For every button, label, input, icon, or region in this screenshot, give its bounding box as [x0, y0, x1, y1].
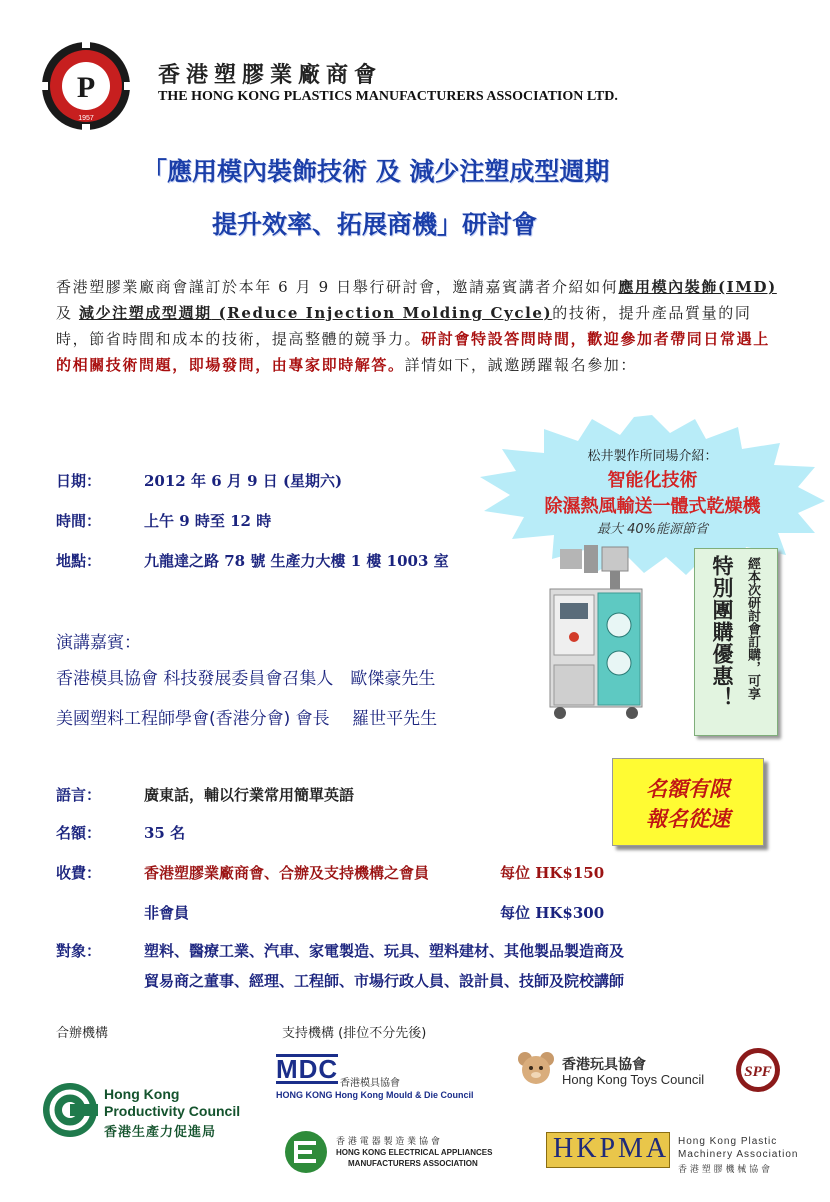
hkpma-name-en-2: Machinery Association — [678, 1149, 799, 1160]
quota-value: 35 名 — [144, 824, 186, 842]
time-label: 時間： — [56, 512, 102, 530]
fee-member-desc: 香港塑膠業廠商會、合辦及支持機構之會員 — [144, 864, 430, 882]
speakers-title: 演講嘉賓： — [56, 633, 141, 653]
hkpc-name-zh: 香港生產力促進局 — [104, 1124, 217, 1139]
limited-line1: 名額有限 — [646, 777, 730, 801]
promo-text — [500, 445, 805, 537]
promo-line1: 松井製作所同場介紹： — [587, 449, 718, 464]
cycle-term: 減少注塑成型週期 (Reduce Injection Molding Cycle) — [78, 304, 553, 322]
intro-paragraph — [56, 274, 778, 378]
hkpc-name-en-2: Productivity Council — [104, 1103, 241, 1119]
dryer-machine-image — [540, 545, 690, 725]
mdc-name-zh: 香港模具協會 — [340, 1078, 400, 1089]
fee-label: 收費： — [56, 864, 102, 882]
promo-line4: 最大 40%能源節省 — [596, 522, 709, 537]
intro-qa-highlight: 研討會特設答問時間，歡迎參加者帶同日常遇上的相關技術問題，即場發問，由專家即時解答。 — [56, 330, 770, 374]
org-name-zh: 香港塑膠業廠商會 — [158, 62, 383, 88]
mdc-logo-mark: MDC — [276, 1054, 339, 1084]
hkpc-name-en-1: Hong Kong — [104, 1086, 180, 1102]
speaker-1: 香港模具協會 科技發展委員會召集人 歐傑豪先生 — [56, 669, 436, 689]
venue-value: 九龍達之路 78 號 生產力大樓 1 樓 1003 室 — [144, 552, 449, 570]
spf-logo-text: SPF — [744, 1064, 772, 1080]
imd-term: 應用模內裝飾(IMD) — [618, 278, 777, 296]
target-line2: 貿易商之董事、經理、工程師、市場行政人員、設計員、技師及院校講師 — [144, 972, 625, 990]
hkpma-logo-text: HKPMA — [553, 1133, 670, 1164]
offer-condition: 經本次研討會訂購，可享 — [745, 557, 760, 700]
seminar-title-line1: 「應用模內裝飾技術 及 減少注塑成型週期 — [142, 157, 610, 186]
seminar-title-line2: 提升效率、拓展商機」研討會 — [212, 210, 538, 239]
org-name-en: THE HONG KONG PLASTICS MANUFACTURERS ASSOCIATION LTD. — [158, 89, 618, 104]
target-label: 對象： — [56, 942, 102, 960]
target-line1: 塑料、醫療工業、汽車、家電製造、玩具、塑料建材、其他製品製造商及 — [144, 942, 625, 960]
eama-logo-icon — [284, 1130, 328, 1174]
hkpma-name-zh: 香 港 塑 膠 機 械 協 會 — [678, 1165, 771, 1175]
date-value: 2012 年 6 月 9 日 (星期六) — [144, 472, 343, 490]
group-offer-box — [694, 548, 778, 736]
speaker-2: 美國塑料工程師學會(香港分會) 會長 羅世平先生 — [56, 709, 438, 729]
logo-letter: P — [76, 71, 96, 104]
fee-nonmember-price: 每位 HK$300 — [500, 904, 605, 922]
intro-text-1: 香港塑膠業廠商會謹訂於本年 6 月 9 日舉行研討會，邀請嘉賓講者介紹如何 — [56, 278, 619, 296]
date-label: 日期： — [56, 472, 102, 490]
fee-member-price: 每位 HK$150 — [500, 864, 605, 882]
eama-name-zh: 香 港 電 器 製 造 業 協 會 — [336, 1137, 440, 1147]
hkpc-logo-icon — [42, 1082, 98, 1138]
eama-name-en-1: HONG KONG ELECTRICAL APPLIANCES — [336, 1148, 493, 1157]
supporting-orgs-label: 支持機構 (排位不分先後) — [282, 1026, 427, 1041]
intro-text-2: 的技術，提升產品質量的同時，節省時間和成本的技術，提高整體的競爭力。 — [56, 304, 752, 348]
language-value: 廣東話，輔以行業常用簡單英語 — [144, 786, 355, 804]
offer-headline: 特別團購優惠！ — [710, 555, 734, 709]
promo-line2: 智能化技術 — [607, 470, 698, 491]
toys-name-en: Hong Kong Toys Council — [562, 1072, 705, 1087]
language-label: 語言： — [56, 786, 102, 804]
promo-line3: 除濕熱風輸送一體式乾燥機 — [544, 496, 761, 517]
quota-label: 名額： — [56, 824, 102, 842]
venue-label: 地點： — [56, 552, 102, 570]
limited-seats-note — [612, 758, 764, 846]
co-organizer-label: 合辦機構 — [56, 1026, 109, 1041]
intro-tail: 詳情如下，誠邀踴躍報名參加： — [404, 356, 638, 374]
toys-name-zh: 香港玩具協會 — [562, 1057, 646, 1073]
hkpma-logo-mark — [546, 1132, 670, 1168]
mdc-name-en: HONG KONG Hong Kong Mould & Die Council — [276, 1090, 474, 1100]
logo-year: 1957 — [78, 115, 94, 122]
association-logo — [40, 40, 132, 132]
eama-name-en-2: MANUFACTURERS ASSOCIATION — [348, 1159, 478, 1168]
teddy-bear-icon — [516, 1050, 556, 1090]
hkpma-name-en-1: Hong Kong Plastic — [678, 1136, 778, 1147]
limited-line2: 報名從速 — [646, 807, 730, 831]
time-value: 上午 9 時至 12 時 — [144, 512, 272, 530]
spf-logo-icon — [734, 1046, 782, 1094]
fee-nonmember-desc: 非會員 — [144, 904, 190, 922]
intro-and: 及 — [56, 304, 79, 322]
